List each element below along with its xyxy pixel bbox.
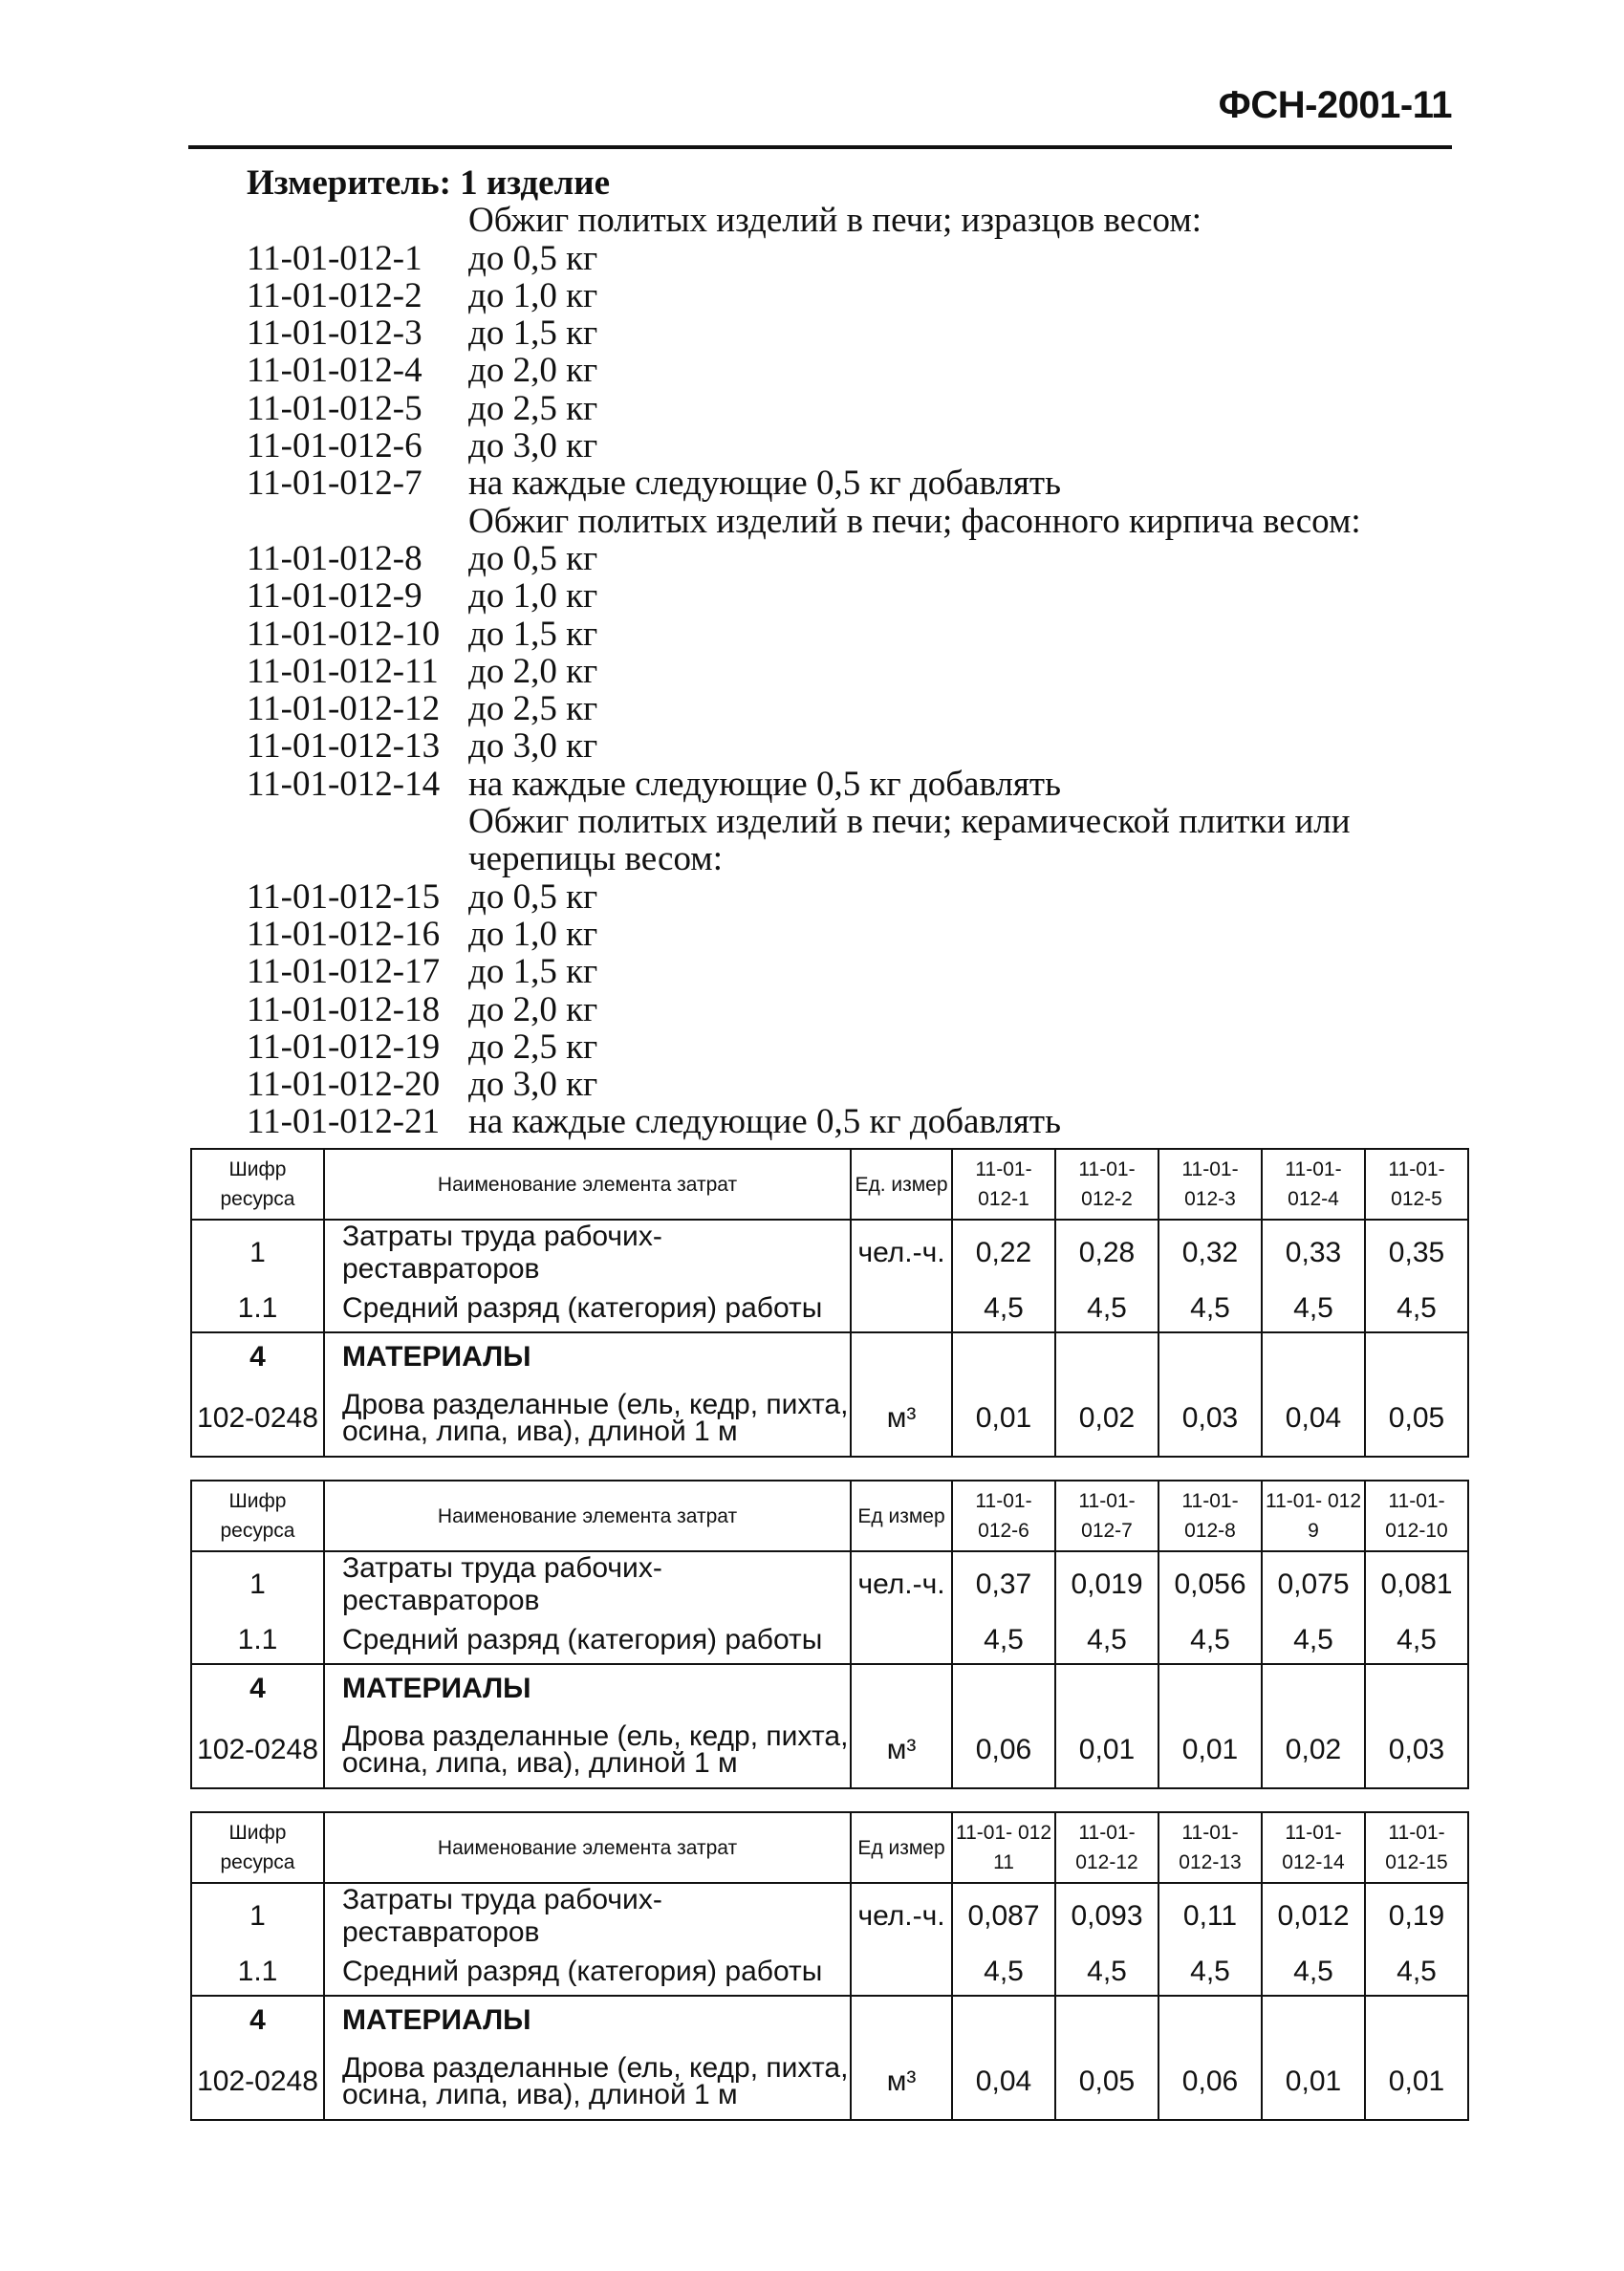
norm-description: до 0,5 кг	[468, 538, 598, 578]
header-element-name: Наименование элемента затрат	[324, 1149, 851, 1220]
header-element-name: Наименование элемента затрат	[324, 1481, 851, 1551]
empty-value	[1158, 1664, 1262, 1713]
unit: м³	[851, 1713, 952, 1788]
grade-value: 4,5	[1365, 1949, 1468, 1996]
group-heading: Обжиг политых изделий в печи; изразцов весом:	[468, 201, 1202, 241]
header-norm-code: 11-01- 012-8	[1158, 1481, 1262, 1551]
grade-value: 4,5	[1365, 1617, 1468, 1664]
resource-code: 1.1	[191, 1617, 324, 1664]
resource-code: 1	[191, 1883, 324, 1949]
norm-code: 11-01-012-14	[247, 764, 441, 804]
header-norm-code: 11-01- 012-14	[1262, 1812, 1365, 1883]
labor-value: 0,087	[952, 1883, 1055, 1949]
grade-value: 4,5	[1055, 1617, 1158, 1664]
empty-value	[952, 1996, 1055, 2044]
norm-description: до 2,0 кг	[468, 351, 598, 391]
labor-value: 0,22	[952, 1220, 1055, 1286]
table-row	[191, 1664, 1468, 1713]
unit	[851, 1286, 952, 1332]
norm-description: на каждые следующие 0,5 кг добавлять	[468, 464, 1061, 504]
norm-description: до 0,5 кг	[468, 238, 598, 278]
wood-value: 0,01	[1262, 2044, 1365, 2120]
element-name-line: осина, липа, ива), длиной 1 м	[342, 2079, 738, 2110]
unit: м³	[851, 2044, 952, 2120]
grade-value: 4,5	[1055, 1286, 1158, 1332]
group-items	[247, 240, 1453, 503]
norm-item	[247, 766, 1453, 803]
table-row	[191, 1617, 1468, 1664]
table-row	[191, 1220, 1468, 1286]
labor-value: 0,33	[1262, 1220, 1365, 1286]
resource-code: 1	[191, 1220, 324, 1286]
norm-code: 11-01-012-20	[247, 1065, 441, 1105]
norm-item	[247, 1103, 1453, 1140]
grade-value: 4,5	[1158, 1617, 1262, 1664]
norm-item	[247, 1028, 1453, 1066]
wood-value: 0,02	[1055, 1381, 1158, 1457]
header-norm-code: 11-01- 012-13	[1158, 1812, 1262, 1883]
resource-table	[190, 1148, 1469, 1458]
unit	[851, 1996, 952, 2044]
element-name: Затраты труда рабочих-реставраторов	[324, 1551, 851, 1617]
norm-item	[247, 916, 1453, 953]
grade-value: 4,5	[1158, 1286, 1262, 1332]
element-name	[324, 1381, 851, 1457]
norm-item	[247, 277, 1453, 314]
norm-code: 11-01-012-3	[247, 314, 422, 354]
header-norm-code: 11-01- 012-3	[1158, 1149, 1262, 1220]
wood-value: 0,06	[1158, 2044, 1262, 2120]
header-unit: Ед измер	[851, 1481, 952, 1551]
empty-value	[1365, 1664, 1468, 1713]
wood-value: 0,04	[1262, 1381, 1365, 1457]
wood-value: 0,01	[952, 1381, 1055, 1457]
labor-value: 0,019	[1055, 1551, 1158, 1617]
wood-value: 0,05	[1365, 1381, 1468, 1457]
header-resource-code: Шифр ресурса	[191, 1149, 324, 1220]
labor-value: 0,19	[1365, 1883, 1468, 1949]
wood-value: 0,04	[952, 2044, 1055, 2120]
element-name: МАТЕРИАЛЫ	[324, 1664, 851, 1713]
norm-item	[247, 653, 1453, 690]
empty-value	[952, 1664, 1055, 1713]
norm-item	[247, 427, 1453, 465]
norm-item	[247, 727, 1453, 765]
resource-code: 102-0248	[191, 1381, 324, 1457]
grade-value: 4,5	[952, 1617, 1055, 1664]
empty-value	[1158, 1332, 1262, 1381]
element-name: Средний разряд (категория) работы	[324, 1286, 851, 1332]
norm-code: 11-01-012-18	[247, 989, 441, 1029]
norm-description: до 2,0 кг	[468, 651, 598, 691]
header-norm-code: 11-01- 012-12	[1055, 1812, 1158, 1883]
labor-value: 0,35	[1365, 1220, 1468, 1286]
norm-description: до 2,0 кг	[468, 989, 598, 1029]
norm-description: до 0,5 кг	[468, 876, 598, 917]
labor-value: 0,081	[1365, 1551, 1468, 1617]
resource-code: 1.1	[191, 1286, 324, 1332]
unit: чел.-ч.	[851, 1220, 952, 1286]
header-norm-code: 11-01- 012 11	[952, 1812, 1055, 1883]
resource-code: 1.1	[191, 1949, 324, 1996]
document-code: ФСН-2001-11	[1218, 84, 1452, 126]
labor-value: 0,012	[1262, 1883, 1365, 1949]
empty-value	[1055, 1332, 1158, 1381]
grade-value: 4,5	[1055, 1949, 1158, 1996]
element-name	[324, 1713, 851, 1788]
resource-code: 4	[191, 1996, 324, 2044]
labor-value: 0,075	[1262, 1551, 1365, 1617]
unit	[851, 1664, 952, 1713]
norm-code: 11-01-012-4	[247, 351, 422, 391]
table-row	[191, 2044, 1468, 2120]
norm-code: 11-01-012-11	[247, 651, 439, 691]
norm-description: до 2,5 кг	[468, 388, 598, 428]
norm-item	[247, 540, 1453, 577]
unit: м³	[851, 1381, 952, 1457]
norm-code: 11-01-012-10	[247, 614, 441, 654]
element-name-line: Дрова разделанные (ель, кедр, пихта,	[342, 1720, 849, 1752]
labor-value: 0,093	[1055, 1883, 1158, 1949]
norm-item	[247, 240, 1453, 277]
table-header-row	[191, 1812, 1468, 1883]
element-name-line: Дрова разделанные (ель, кедр, пихта,	[342, 1389, 849, 1420]
norm-description: до 3,0 кг	[468, 1065, 598, 1105]
element-name-line: осина, липа, ива), длиной 1 м	[342, 1747, 738, 1779]
element-name-line: Дрова разделанные (ель, кедр, пихта,	[342, 2052, 849, 2084]
norm-code: 11-01-012-15	[247, 876, 441, 917]
norm-list	[247, 164, 1453, 1141]
header-element-name: Наименование элемента затрат	[324, 1812, 851, 1883]
norm-description: до 3,0 кг	[468, 726, 598, 767]
header-unit: Ед. измер	[851, 1149, 952, 1220]
resource-code: 102-0248	[191, 2044, 324, 2120]
norm-description: на каждые следующие 0,5 кг добавлять	[468, 1102, 1061, 1142]
grade-value: 4,5	[952, 1286, 1055, 1332]
resource-table	[190, 1811, 1469, 2121]
norm-description: до 3,0 кг	[468, 426, 598, 466]
norm-code: 11-01-012-8	[247, 538, 422, 578]
resource-code: 1	[191, 1551, 324, 1617]
norm-item	[247, 465, 1453, 502]
norm-description: до 1,0 кг	[468, 576, 598, 616]
norm-code: 11-01-012-12	[247, 689, 441, 729]
unit	[851, 1949, 952, 1996]
table-row	[191, 1713, 1468, 1788]
norm-code: 11-01-012-1	[247, 238, 422, 278]
norm-item	[247, 690, 1453, 727]
element-name: Затраты труда рабочих-реставраторов	[324, 1220, 851, 1286]
resource-code: 4	[191, 1332, 324, 1381]
empty-value	[1365, 1996, 1468, 2044]
labor-value: 0,28	[1055, 1220, 1158, 1286]
empty-value	[1365, 1332, 1468, 1381]
norm-description: на каждые следующие 0,5 кг добавлять	[468, 764, 1061, 804]
empty-value	[1262, 1664, 1365, 1713]
element-name: Затраты труда рабочих-реставраторов	[324, 1883, 851, 1949]
norm-item	[247, 1066, 1453, 1103]
empty-value	[952, 1332, 1055, 1381]
norm-code: 11-01-012-2	[247, 275, 422, 315]
wood-value: 0,03	[1365, 1713, 1468, 1788]
norm-code: 11-01-012-6	[247, 426, 422, 466]
table-row	[191, 1286, 1468, 1332]
resource-table	[190, 1480, 1469, 1789]
norm-item	[247, 390, 1453, 427]
norm-description: до 2,5 кг	[468, 689, 598, 729]
norm-code: 11-01-012-7	[247, 464, 422, 504]
norm-item	[247, 991, 1453, 1028]
empty-value	[1055, 1996, 1158, 2044]
norm-code: 11-01-012-17	[247, 952, 441, 992]
element-name: Средний разряд (категория) работы	[324, 1617, 851, 1664]
header-norm-code: 11-01- 012 9	[1262, 1481, 1365, 1551]
table-row	[191, 1332, 1468, 1381]
grade-value: 4,5	[952, 1949, 1055, 1996]
meter-label: Измеритель: 1 изделие	[247, 163, 611, 203]
grade-value: 4,5	[1262, 1286, 1365, 1332]
norm-code: 11-01-012-21	[247, 1102, 441, 1142]
empty-value	[1262, 1332, 1365, 1381]
element-name: МАТЕРИАЛЫ	[324, 1996, 851, 2044]
grade-value: 4,5	[1365, 1286, 1468, 1332]
header-norm-code: 11-01- 012-1	[952, 1149, 1055, 1220]
table-row	[191, 1381, 1468, 1457]
group-items	[247, 878, 1453, 1141]
group-heading: черепицы весом:	[468, 839, 723, 879]
element-name-line: осина, липа, ива), длиной 1 м	[342, 1416, 738, 1447]
wood-value: 0,01	[1158, 1713, 1262, 1788]
norm-item	[247, 616, 1453, 653]
resource-code: 4	[191, 1664, 324, 1713]
empty-value	[1262, 1996, 1365, 2044]
norm-item	[247, 878, 1453, 916]
norm-item	[247, 577, 1453, 615]
grade-value: 4,5	[1262, 1949, 1365, 1996]
labor-value: 0,32	[1158, 1220, 1262, 1286]
norm-description: до 2,5 кг	[468, 1027, 598, 1067]
group-heading: Обжиг политых изделий в печи; керамической плитки или	[468, 802, 1351, 842]
norm-description: до 1,5 кг	[468, 314, 598, 354]
unit: чел.-ч.	[851, 1883, 952, 1949]
wood-value: 0,05	[1055, 2044, 1158, 2120]
header-norm-code: 11-01- 012-15	[1365, 1812, 1468, 1883]
norm-code: 11-01-012-19	[247, 1027, 441, 1067]
wood-value: 0,06	[952, 1713, 1055, 1788]
header-norm-code: 11-01- 012-6	[952, 1481, 1055, 1551]
element-name: Средний разряд (категория) работы	[324, 1949, 851, 1996]
header-norm-code: 11-01- 012-2	[1055, 1149, 1158, 1220]
wood-value: 0,02	[1262, 1713, 1365, 1788]
table-header-row	[191, 1149, 1468, 1220]
norm-description: до 1,5 кг	[468, 952, 598, 992]
norm-code: 11-01-012-5	[247, 388, 422, 428]
norm-item	[247, 352, 1453, 389]
table-row	[191, 1551, 1468, 1617]
norm-code: 11-01-012-13	[247, 726, 441, 767]
header-rule	[188, 145, 1452, 149]
group-heading: Обжиг политых изделий в печи; фасонного кирпича весом:	[468, 501, 1361, 541]
wood-value: 0,03	[1158, 1381, 1262, 1457]
table-row	[191, 1883, 1468, 1949]
group-items	[247, 540, 1453, 803]
labor-value: 0,11	[1158, 1883, 1262, 1949]
resource-code: 102-0248	[191, 1713, 324, 1788]
header-norm-code: 11-01- 012-4	[1262, 1149, 1365, 1220]
header-unit: Ед измер	[851, 1812, 952, 1883]
header-norm-code: 11-01- 012-7	[1055, 1481, 1158, 1551]
wood-value: 0,01	[1365, 2044, 1468, 2120]
element-name: МАТЕРИАЛЫ	[324, 1332, 851, 1381]
norm-item	[247, 314, 1453, 352]
table-header-row	[191, 1481, 1468, 1551]
empty-value	[1158, 1996, 1262, 2044]
unit	[851, 1617, 952, 1664]
header-norm-code: 11-01- 012-5	[1365, 1149, 1468, 1220]
norm-code: 11-01-012-9	[247, 576, 422, 616]
norm-item	[247, 953, 1453, 990]
header-norm-code: 11-01- 012-10	[1365, 1481, 1468, 1551]
norm-description: до 1,0 кг	[468, 914, 598, 954]
grade-value: 4,5	[1262, 1617, 1365, 1664]
element-name	[324, 2044, 851, 2120]
labor-value: 0,37	[952, 1551, 1055, 1617]
norm-description: до 1,0 кг	[468, 275, 598, 315]
grade-value: 4,5	[1158, 1949, 1262, 1996]
header-resource-code: Шифр ресурса	[191, 1481, 324, 1551]
wood-value: 0,01	[1055, 1713, 1158, 1788]
unit: чел.-ч.	[851, 1551, 952, 1617]
table-row	[191, 1949, 1468, 1996]
norm-description: до 1,5 кг	[468, 614, 598, 654]
empty-value	[1055, 1664, 1158, 1713]
labor-value: 0,056	[1158, 1551, 1262, 1617]
header-resource-code: Шифр ресурса	[191, 1812, 324, 1883]
table-row	[191, 1996, 1468, 2044]
unit	[851, 1332, 952, 1381]
norm-code: 11-01-012-16	[247, 914, 441, 954]
